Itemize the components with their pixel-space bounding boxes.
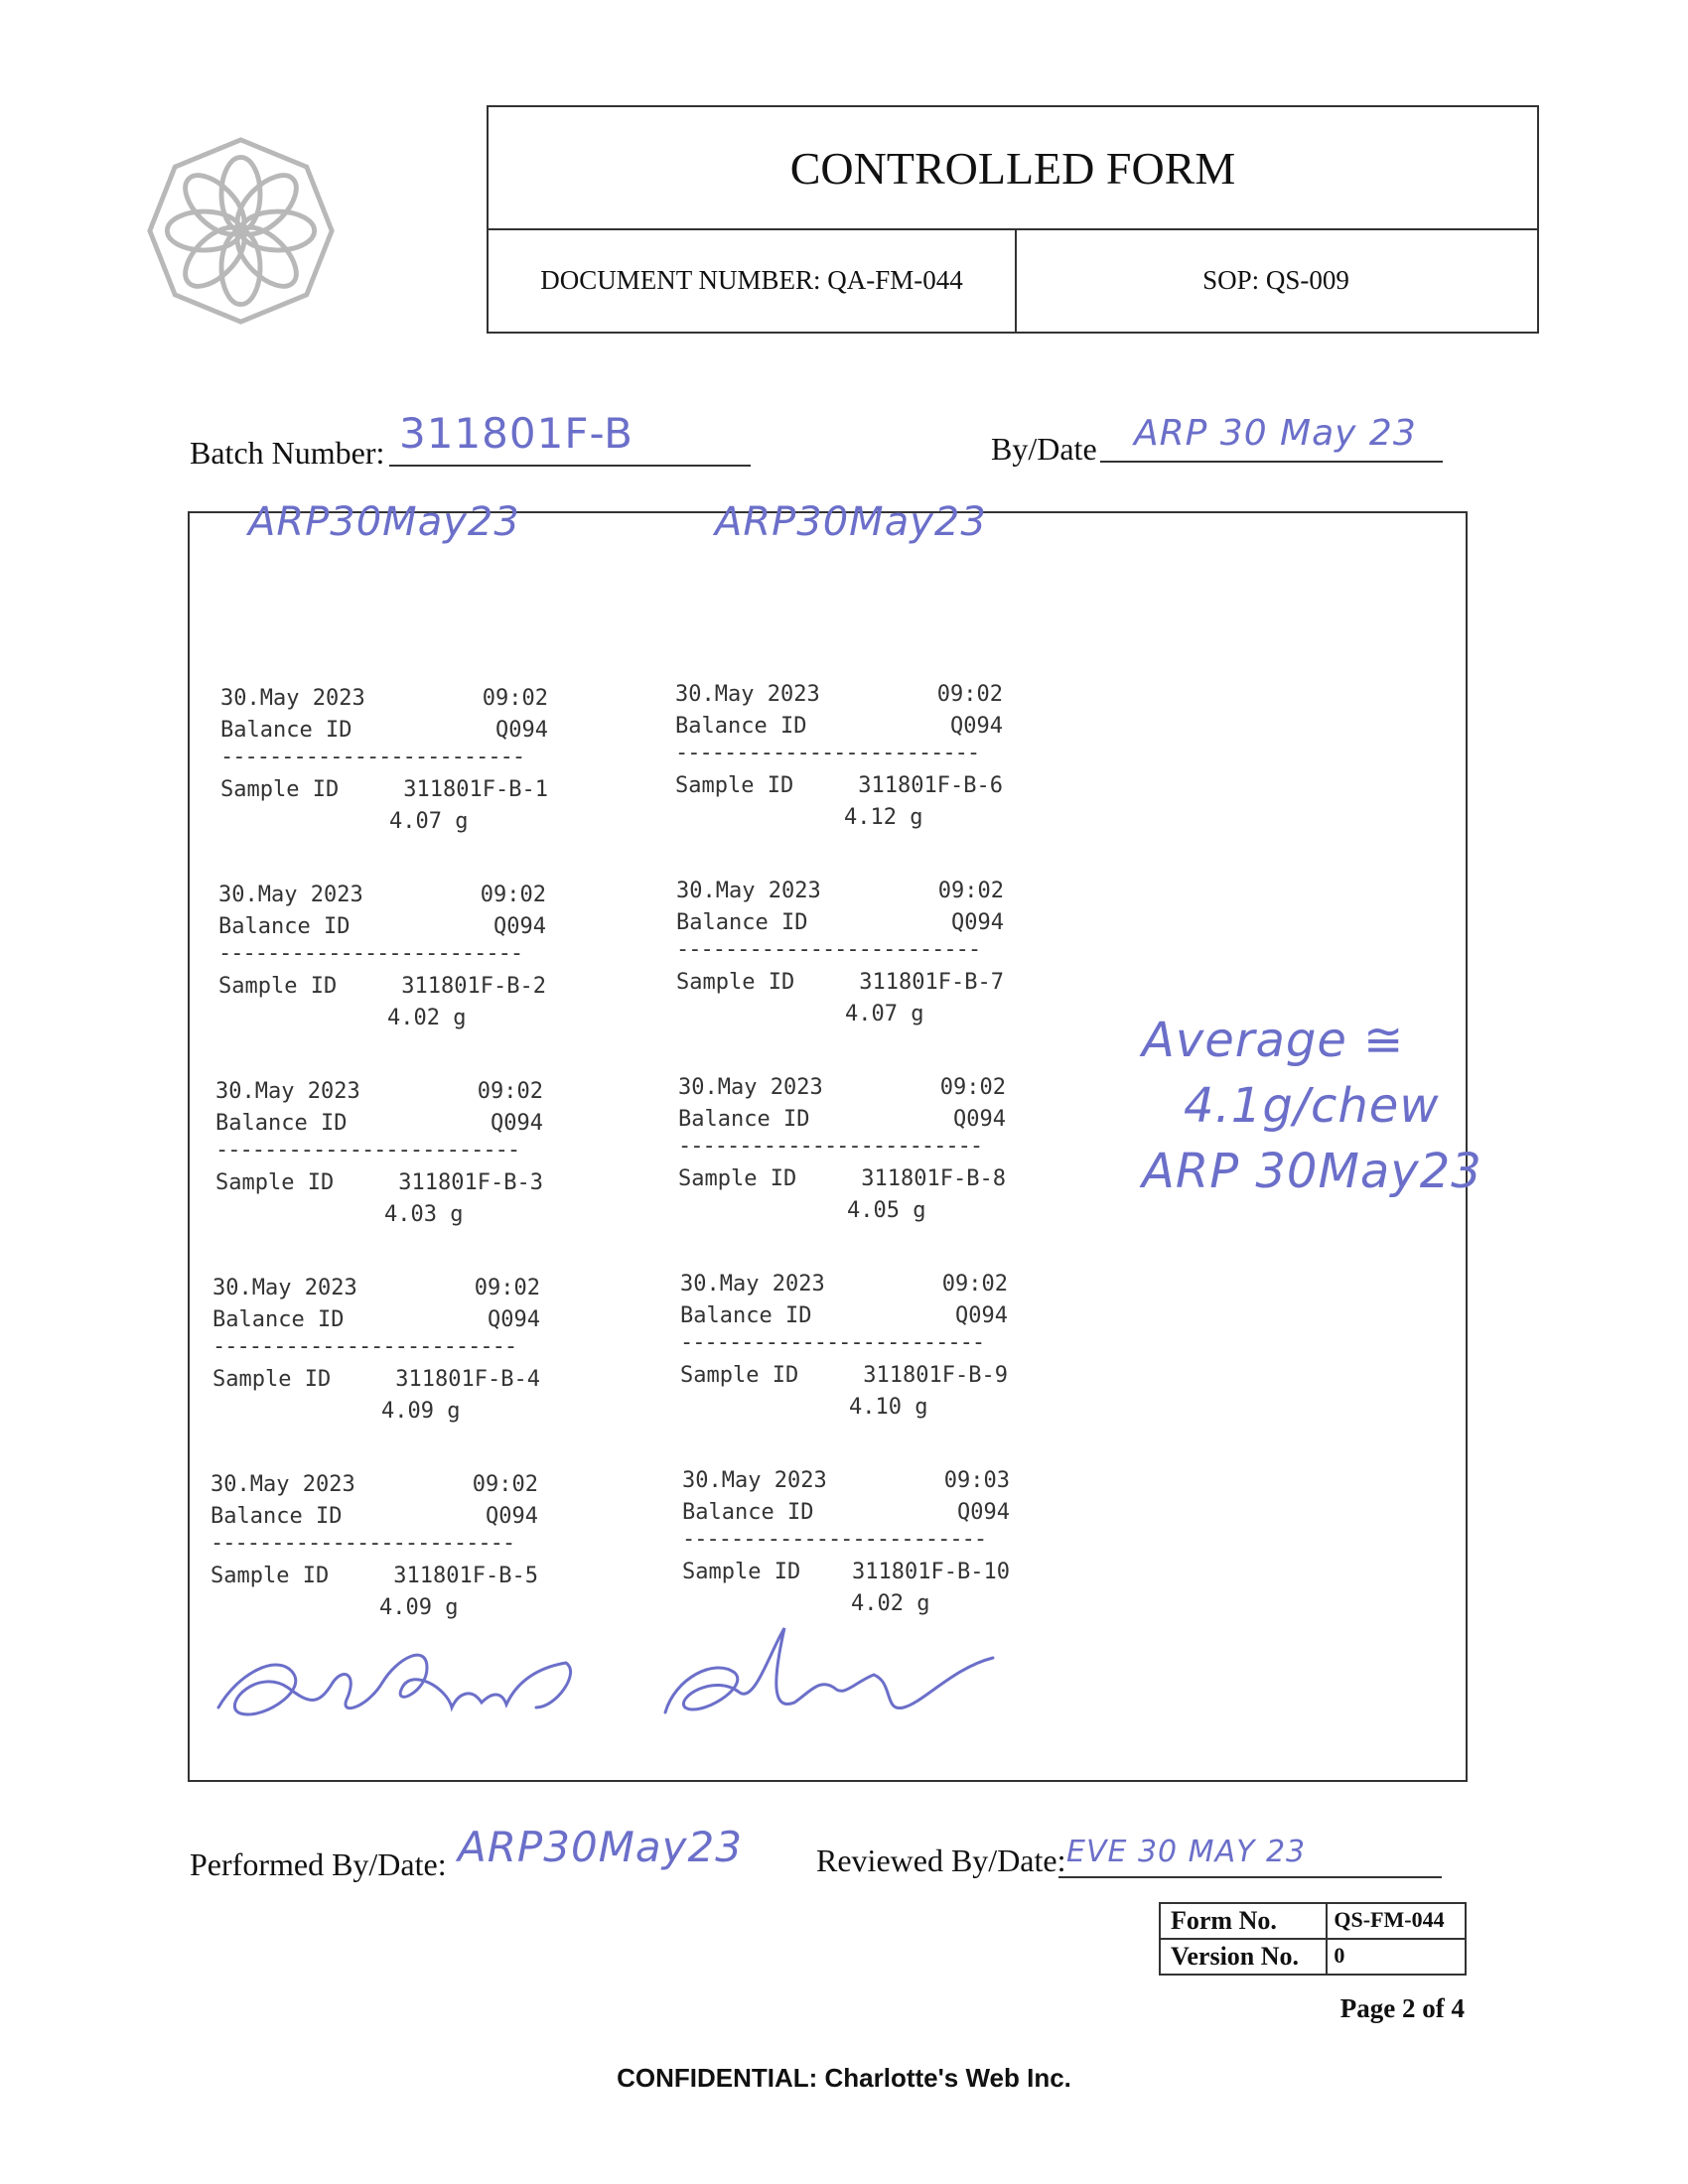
form-title: CONTROLLED FORM [489, 107, 1537, 230]
document-number: DOCUMENT NUMBER: QA-FM-044 [489, 228, 1017, 332]
sample-weight: 4.09 g [379, 1595, 459, 1620]
sample-label: Sample ID [220, 777, 340, 802]
ticket-time: 09:02 [936, 682, 1003, 707]
form-no-value: QS-FM-044 [1327, 1903, 1466, 1939]
ticket-time: 09:02 [939, 1075, 1006, 1100]
ticket-date: 30.May 2023 [676, 879, 821, 903]
balance-label: Balance ID [682, 1500, 814, 1525]
signature-2 [665, 1628, 993, 1712]
balance-id: Q094 [955, 1303, 1008, 1328]
sample-id: 311801F-B-8 [861, 1166, 1006, 1191]
ticket-divider: ------------------------- [675, 743, 980, 765]
sample-label: Sample ID [218, 974, 338, 999]
by-date-field[interactable] [1100, 413, 1443, 463]
weigh-ticket [215, 1076, 543, 1231]
by-date-label: By/Date [991, 431, 1097, 467]
average-note [1142, 1008, 1482, 1204]
version-value: 0 [1327, 1939, 1466, 1975]
balance-id: Q094 [491, 1111, 543, 1136]
sample-label: Sample ID [215, 1170, 335, 1195]
sample-id: 311801F-B-3 [398, 1170, 543, 1195]
confidential-notice: CONFIDENTIAL: Charlotte's Web Inc. [617, 2063, 1071, 2093]
sample-label: Sample ID [680, 1363, 799, 1388]
sample-id: 311801F-B-6 [858, 773, 1003, 798]
performed-by-label: Performed By/Date: [190, 1846, 447, 1882]
ticket-time: 09:02 [482, 686, 548, 711]
balance-label: Balance ID [212, 1307, 345, 1332]
sample-label: Sample ID [678, 1166, 797, 1191]
company-logo-icon [144, 134, 338, 328]
sample-weight: 4.02 g [851, 1591, 930, 1616]
balance-id: Q094 [950, 714, 1003, 739]
form-no-label: Form No. [1160, 1903, 1327, 1939]
ticket-time: 09:03 [943, 1468, 1010, 1493]
sample-id: 311801F-B-10 [852, 1560, 1010, 1584]
signature-1 [218, 1655, 571, 1714]
sample-id: 311801F-B-2 [401, 974, 546, 999]
sample-label: Sample ID [211, 1564, 330, 1588]
ticket-time: 09:02 [480, 883, 546, 907]
weigh-ticket [678, 1072, 1006, 1227]
page-number: Page 2 of 4 [1339, 1993, 1465, 2023]
ticket-divider: ------------------------- [680, 1332, 985, 1355]
ticket-date: 30.May 2023 [220, 686, 365, 711]
sample-label: Sample ID [212, 1367, 332, 1392]
sample-weight: 4.05 g [847, 1198, 926, 1223]
weigh-ticket [676, 876, 1004, 1030]
ticket-date: 30.May 2023 [215, 1079, 360, 1104]
sample-weight: 4.09 g [381, 1399, 461, 1424]
balance-id: Q094 [957, 1500, 1010, 1525]
ticket-divider: ------------------------- [220, 747, 525, 769]
ticket-divider: ------------------------- [682, 1529, 987, 1552]
reviewed-by-value: EVE 30 MAY 23 [1066, 1835, 1307, 1869]
sop-number: SOP: QS-009 [1202, 264, 1349, 295]
performed-by-field[interactable] [452, 1823, 789, 1880]
sample-weight: 4.12 g [844, 805, 923, 830]
batch-number-value: 311801F-B [399, 409, 633, 458]
box-initials-1: ARP30May23 [248, 499, 520, 545]
weigh-ticket [682, 1465, 1010, 1620]
sample-weight: 4.10 g [849, 1395, 928, 1420]
balance-id: Q094 [951, 910, 1004, 935]
sample-id: 311801F-B-9 [863, 1363, 1008, 1388]
sample-id: 311801F-B-7 [859, 970, 1004, 995]
ticket-time: 09:02 [941, 1272, 1008, 1297]
weigh-ticket [212, 1273, 540, 1428]
weigh-ticket [211, 1469, 538, 1624]
balance-label: Balance ID [220, 718, 352, 743]
controlled-form-header [487, 105, 1539, 334]
sample-id: 311801F-B-5 [393, 1564, 538, 1588]
version-label: Version No. [1160, 1939, 1327, 1975]
weigh-ticket [675, 679, 1003, 834]
balance-label: Balance ID [675, 714, 807, 739]
sample-id: 311801F-B-4 [395, 1367, 540, 1392]
balance-label: Balance ID [676, 910, 808, 935]
balance-id: Q094 [486, 1504, 538, 1529]
ticket-date: 30.May 2023 [682, 1468, 827, 1493]
ticket-date: 30.May 2023 [218, 883, 363, 907]
sample-weight: 4.07 g [389, 809, 469, 834]
by-date-value: ARP 30 May 23 [1134, 413, 1417, 454]
ticket-divider: ------------------------- [678, 1136, 983, 1159]
sample-weight: 4.03 g [384, 1202, 464, 1227]
ticket-divider: ------------------------- [676, 939, 981, 962]
balance-id: Q094 [488, 1307, 540, 1332]
ticket-divider: ------------------------- [218, 943, 523, 966]
average-note-line3: ARP 30May23 [1142, 1144, 1482, 1199]
sample-label: Sample ID [675, 773, 794, 798]
balance-id: Q094 [493, 914, 546, 939]
performed-by-value: ARP30May23 [458, 1823, 743, 1871]
ticket-divider: ------------------------- [215, 1140, 520, 1162]
balance-label: Balance ID [211, 1504, 343, 1529]
average-note-line1: Average ≅ [1142, 1013, 1405, 1068]
sample-id: 311801F-B-1 [403, 777, 548, 802]
ticket-date: 30.May 2023 [680, 1272, 825, 1297]
reviewed-by-field[interactable] [1058, 1833, 1442, 1878]
box-initials-2: ARP30May23 [715, 499, 987, 545]
balance-id: Q094 [495, 718, 548, 743]
ticket-time: 09:02 [472, 1472, 538, 1497]
ticket-date: 30.May 2023 [675, 682, 820, 707]
balance-label: Balance ID [215, 1111, 348, 1136]
balance-label: Balance ID [678, 1107, 810, 1132]
weigh-ticket [218, 880, 546, 1034]
ticket-divider: ------------------------- [212, 1336, 517, 1359]
sample-label: Sample ID [676, 970, 795, 995]
ticket-time: 09:02 [937, 879, 1004, 903]
balance-label: Balance ID [680, 1303, 812, 1328]
form-info-table [1159, 1902, 1467, 1976]
sample-weight: 4.07 g [845, 1002, 924, 1026]
sample-label: Sample ID [682, 1560, 801, 1584]
balance-id: Q094 [953, 1107, 1006, 1132]
ticket-time: 09:02 [474, 1276, 540, 1300]
batch-number-label: Batch Number: [190, 435, 385, 471]
reviewed-by-label: Reviewed By/Date: [816, 1843, 1066, 1878]
ticket-date: 30.May 2023 [678, 1075, 823, 1100]
weigh-ticket [220, 683, 548, 838]
sample-weight: 4.02 g [387, 1006, 467, 1030]
weigh-ticket [680, 1269, 1008, 1424]
ticket-divider: ------------------------- [211, 1533, 515, 1556]
balance-label: Balance ID [218, 914, 351, 939]
ticket-time: 09:02 [477, 1079, 543, 1104]
batch-number-field[interactable] [389, 409, 751, 467]
signatures [199, 1613, 1013, 1752]
ticket-date: 30.May 2023 [211, 1472, 355, 1497]
ticket-date: 30.May 2023 [212, 1276, 357, 1300]
average-note-line2: 4.1g/chew [1184, 1078, 1440, 1134]
